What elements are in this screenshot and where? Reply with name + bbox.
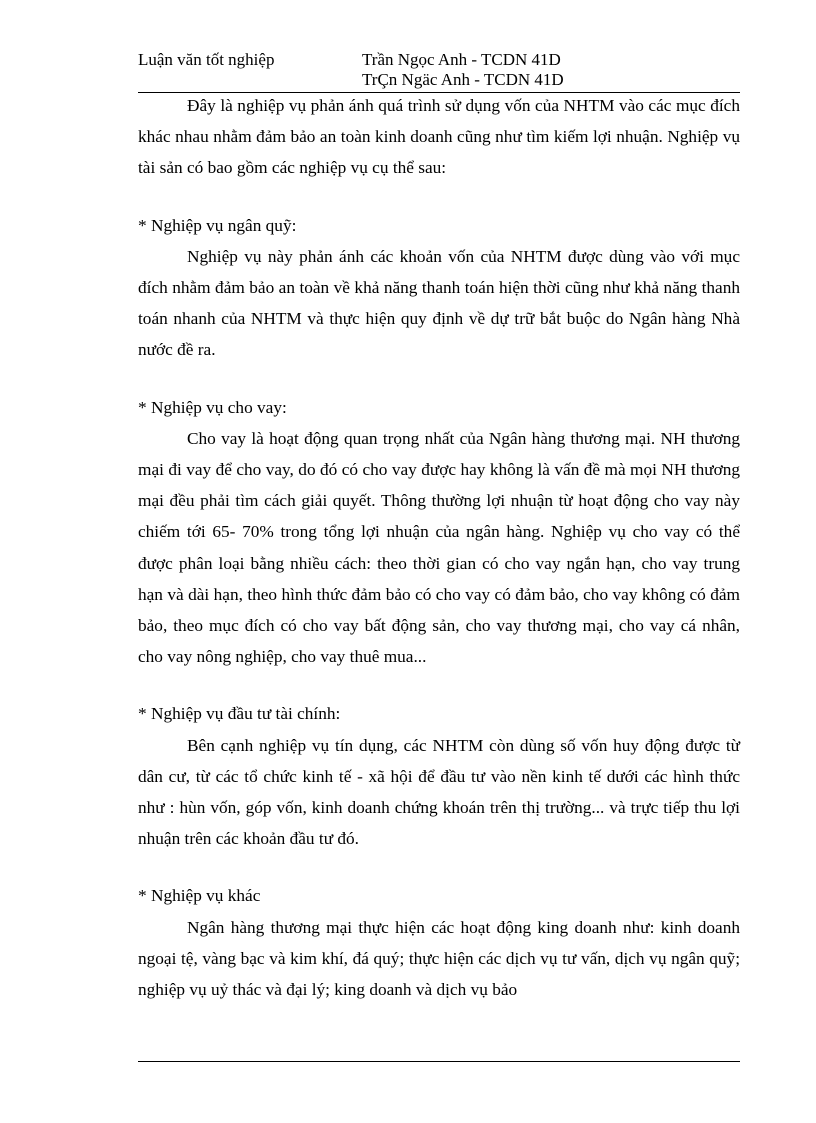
section-heading-treasury: * Nghiệp vụ ngân quỹ: [138,215,297,235]
section-heading-investment: * Nghiệp vụ đầu tư tài chính: [138,704,341,724]
section-heading-other: * Nghiệp vụ khác [138,886,261,906]
document-body [138,90,740,1005]
section-text-investment: Bên cạnh nghiệp vụ tín dụng, các NHTM còn dùng số vốn huy động được từ dân cư, từ các tổ chức kinh tế - xã hội để đầu tư vào nền kinh tế dưới các hình thức như : hùn vốn, góp vốn, kinh doanh chứng khoán trên thị trường... và trực tiếp thu lợi nhuận trên các khoản đầu tư đó. [138,735,740,849]
header-left-title: Luận văn tốt nghiệp [138,50,275,69]
page-header [138,50,742,90]
section-text-lending: Cho vay là hoạt động quan trọng nhất của Ngân hàng thương mại. NH thương mại đi vay để cho vay, do đó có cho vay được hay không là vấn đề mà mọi NH thương mại đều phải tìm cách giải quyết. Thông thường lợi nhuận từ hoạt động cho vay này chiếm tới 65- 70% trong tổng lợi nhuận của ngân hàng. Nghiệp vụ cho vay có thể được phân loại bằng nhiều cách: theo thời gian có cho vay ngắn hạn, cho vay trung hạn và dài hạn, theo hình thức đảm bảo có cho vay có đảm bảo, cho vay không có đảm bảo, theo mục đích có cho vay bất động sản, cho vay thương mại, cho vay cá nhân, cho vay nông nghiệp, cho vay thuê mua... [138,428,740,667]
intro-paragraph: Đây là nghiệp vụ phản ánh quá trình sử dụng vốn của NHTM vào các mục đích khác nhau nhằm đảm bảo an toàn kinh doanh cũng như tìm kiếm lợi nhuận. Nghiệp vụ tài sản có bao gồm các nghiệp vụ cụ thể sau: [138,96,740,178]
header-author [362,50,564,90]
section-text-treasury: Nghiệp vụ này phản ánh các khoản vốn của NHTM được dùng vào với mục đích nhằm đảm bảo an toàn về khả năng thanh toán hiện thời cũng như khả năng thanh toán nhanh của NHTM và thực hiện quy định về dự trữ bắt buộc do Ngân hàng Nhà nước đề ra. [138,246,740,360]
header-author-line-1: Trần Ngọc Anh - TCDN 41D [362,50,561,69]
footer-rule [138,1061,740,1062]
header-author-line-2: TrÇn Ngäc Anh - TCDN 41D [362,70,564,89]
section-heading-lending: * Nghiệp vụ cho vay: [138,397,287,417]
section-text-other: Ngân hàng thương mại thực hiện các hoạt động king doanh như: kinh doanh ngoại tệ, vàng bạc và kim khí, đá quý; thực hiện các dịch vụ tư vấn, dịch vụ ngân quỹ; nghiệp vụ uỷ thác và đại lý; king doanh và dịch vụ bảo [138,917,740,1000]
